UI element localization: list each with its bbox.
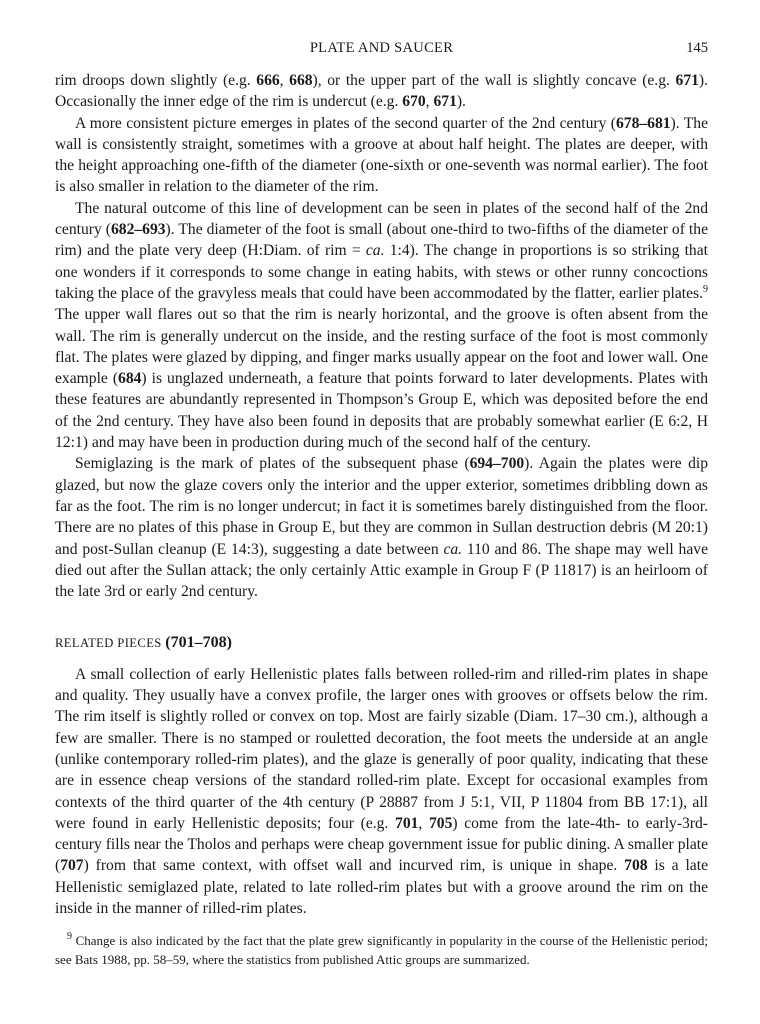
text-run: ca.	[443, 540, 463, 558]
paragraph-4	[55, 453, 708, 602]
text-run: ,	[418, 814, 429, 832]
text-run: Semiglazing is the mark of plates of the subsequent phase (	[75, 455, 470, 473]
catalog-ref: 666	[256, 72, 280, 89]
footnote-marker: 9	[67, 931, 72, 942]
catalog-ref: 670	[402, 93, 426, 111]
text-run: ). The wall is consistently straight, sometimes with a groove at about half height. The plates are deeper, with the height approaching one-fifth of the diameter (one-sixth or one-seventh was normal earlier). The foot is also smaller in relation to the diameter of the rim.	[55, 114, 708, 196]
footnote-ref: 9	[703, 283, 708, 295]
text-run: ca.	[365, 242, 385, 260]
paragraph-1	[55, 70, 708, 113]
page-header	[55, 40, 708, 62]
text-run: ). Again the plates were dip glazed, but now the glaze covers only the interior and the upper exterior, sometimes dribbling down as far as the foot. The rim is no longer undercut; in fact it is sometimes barely distinguished from the floor. There are no plates of this phase in Group E, but they are common in Sullan destruction debris (M 20:1) and post-Sullan cleanup (E 14:3), suggesting a date between	[55, 455, 709, 558]
page-number: 145	[686, 40, 708, 56]
paragraph-2	[55, 113, 708, 198]
text-run: is a late Hellenistic semiglazed plate, related to late rolled-rim plates but with a groove around the rim on the inside in the manner of rilled-rim plates.	[55, 857, 708, 917]
section-heading-range: (701–708)	[165, 634, 232, 652]
footnote-text: Change is also indicated by the fact that the plate grew significantly in popularity in the course of the Hellenistic period; see Bats 1988, pp. 58–59, where the statistics from published Attic groups are summarized.	[55, 933, 709, 967]
catalog-ref: 708	[624, 857, 648, 875]
text-run: ,	[425, 93, 434, 111]
catalog-ref: 705	[428, 814, 453, 832]
running-title: PLATE AND SAUCER	[309, 40, 454, 56]
text-run: A more consistent picture emerges in plates of the second quarter of the 2nd century (	[75, 114, 616, 132]
text-run: rim droops down slightly (e.g.	[55, 72, 257, 89]
section-heading-label: RELATED PIECES	[55, 636, 162, 651]
paragraph-3	[55, 198, 708, 454]
text-run: 110 and 86. The shape may well have died out after the Sullan attack; the only certainly Attic example in Group F (P 11817) is an heirloom of the late 3rd or early 2nd century.	[55, 540, 708, 601]
text-run: ,	[279, 72, 290, 89]
text-run: ), or the upper part of the wall is slightly concave (e.g.	[312, 72, 676, 89]
section-heading	[55, 632, 708, 654]
text-run: ).	[456, 93, 466, 111]
text-run: ). Occasionally the inner edge of the rim is undercut (e.g.	[55, 72, 708, 111]
text-run: ) come from the late-4th- to early-3rd-century fills near the Tholos and perhaps were cheap government issue for public dining. A smaller plate (	[55, 814, 708, 875]
catalog-ref: 694–700	[469, 455, 525, 473]
body-text	[55, 70, 708, 919]
paragraph-related-pieces	[55, 664, 708, 920]
text-run: ) is unglazed underneath, a feature that points forward to later developments. Plates with these features are abundantly represented in Thompson’s Group E, which was deposited before the end of the 2nd century. They have also been found in deposits that are probably somewhat earlier (E 6:2, H 12:1) and may have been in production during much of the second half of the century.	[55, 370, 708, 452]
catalog-ref: 671	[433, 93, 457, 111]
text-run: 1:4). The change in proportions is so striking that one wonders if it corresponds to some change in eating habits, with stews or other runny concoctions taking the place of the gravyless meals that could have been accommodated by the flatter, earlier plates.	[55, 242, 708, 302]
catalog-ref: 701	[395, 814, 419, 832]
catalog-ref: 682–693	[110, 221, 166, 239]
text-run: The upper wall flares out so that the rim is nearly horizontal, and the groove is often absent from the wall. The rim is generally undercut on the inside, and the resting surface of the foot is most commonly flat. The plates were glazed by dipping, and finger marks usually appear on the foot and lower wall. One example (	[55, 306, 708, 388]
text-run: ) from that same context, with offset wall and incurved rim, is unique in shape.	[83, 857, 625, 875]
catalog-ref: 678–681	[615, 114, 671, 132]
catalog-ref: 668	[289, 72, 313, 89]
text-run: A small collection of early Hellenistic plates falls between rolled-rim and rilled-rim plates in shape and quality. They usually have a convex profile, the larger ones with grooves or offsets below the rim. The rim itself is slightly rolled or convex on top. Most are fairly sizable (Diam. 17–30 cm.), although a few are smaller. There is no stamped or rouletted decoration, the foot meets the underside at an angle (unlike contemporary rolled-rim plates), and the glaze is generally of poor quality, indicating that these are in essence cheap versions of the standard rolled-rim plate. Except for occasional examples from contexts of the third quarter of the 4th century (P 28887 from J 5:1, VII, P 11804 from BB 17:1), all were found in early Hellenistic deposits; four (e.g.	[55, 665, 708, 832]
text-run: The natural outcome of this line of development can be seen in plates of the second half of the 2nd century (	[55, 199, 708, 239]
catalog-ref: 684	[118, 370, 142, 388]
catalog-ref: 707	[60, 857, 84, 875]
catalog-ref: 671	[675, 72, 699, 89]
text-run: ). The diameter of the foot is small (about one-third to two-fifths of the diameter of the rim) and the plate very deep (H:Diam. of rim =	[55, 221, 708, 260]
footnote	[55, 932, 708, 969]
